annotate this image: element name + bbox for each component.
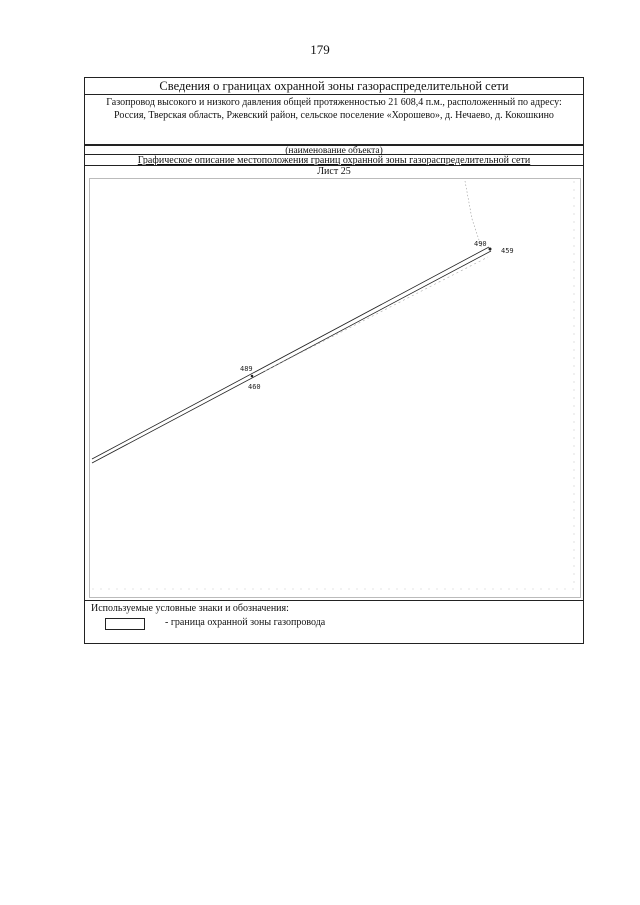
boundary-offset-dash [265, 257, 488, 371]
sheet-label: Лист 25 [317, 166, 351, 177]
boundary-map-svg [90, 179, 580, 597]
object-caption: (наименование объекта) [85, 145, 583, 155]
document-title: Сведения о границах охранной зоны газораспределительной сети [85, 78, 583, 95]
legend-title: Используемые условные знаки и обозначения: [91, 603, 289, 614]
boundary-line-outer [92, 247, 489, 459]
legend-boundary-label: - граница охранной зоны газопровода [165, 617, 326, 628]
object-description: Газопровод высокого и низкого давления общей протяженностью 21 608,4 п.м., расположенный по адресу: Россия, Тверская область, Ржевский район, сельское поселение «Хорошево», д. Нечаево, д. Кокошкино [85, 95, 583, 145]
point-label-489: 489 [240, 365, 253, 373]
upper-boundary-segment [465, 181, 482, 249]
graphic-description-title: Графическое описание местоположения границ охранной зоны газораспределительной сети [85, 155, 583, 166]
point-label-460: 460 [248, 383, 261, 391]
page-number: 179 [310, 42, 330, 57]
point-marker-460 [251, 375, 254, 378]
legend-boundary-swatch [105, 618, 145, 630]
point-label-459: 459 [501, 247, 514, 255]
boundary-line-inner [92, 251, 491, 463]
boundary-map [89, 178, 581, 598]
point-marker-459 [489, 248, 492, 251]
legend [85, 600, 583, 644]
boundary-sheet [84, 77, 584, 644]
point-label-490: 490 [474, 240, 487, 248]
